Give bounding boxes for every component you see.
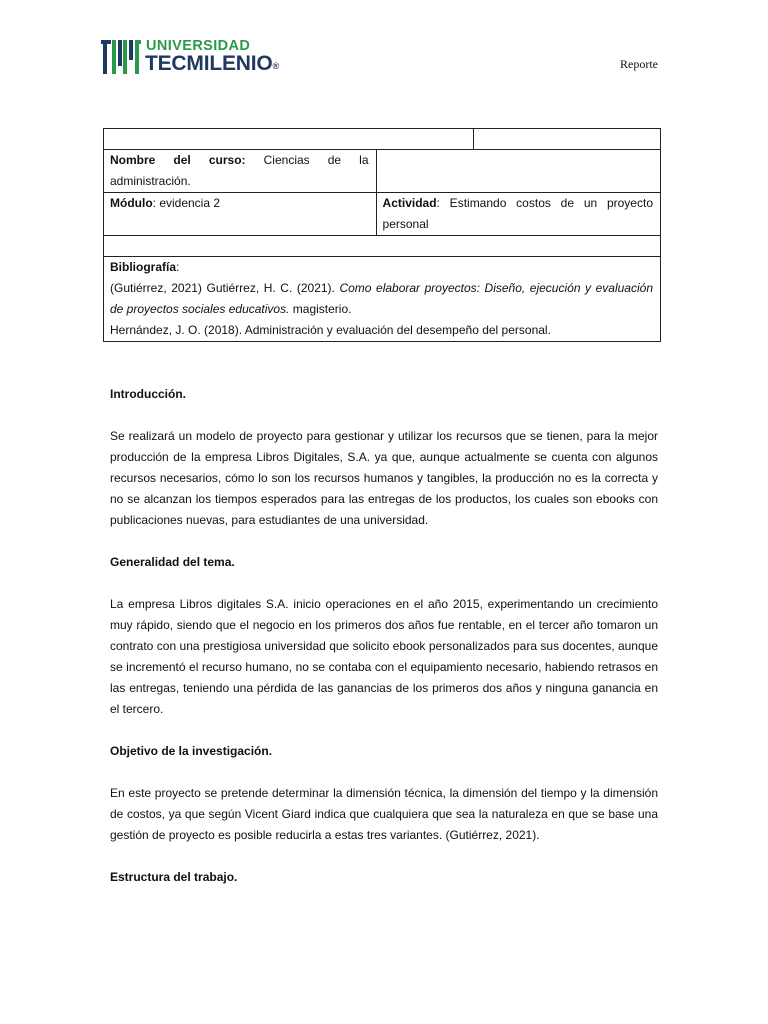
course-name-cell: Nombre del curso: Ciencias de la administración. [104, 150, 377, 193]
bibliography-cell [104, 257, 661, 342]
table-cell-empty [104, 236, 661, 257]
logo-university-text: UNIVERSIDAD [146, 38, 251, 54]
general-paragraph: La empresa Libros digitales S.A. inicio operaciones en el año 2015, experimentando un crecimiento muy rápido, siendo que el negocio en los primeros dos años fue rentable, en el tercer año tomaron un contrato con una prestigiosa universidad que solicito ebook personalizados para sus docentes, aunque se incrementó el recurso humano, no se contaba con el equipamiento necesario, habiendo retrasos en las entregas, teniendo una pérdida de las ganancias de los primeros dos años y ninguna ganancia en el tercero. [110, 597, 658, 716]
section-heading-introduction: Introducción. [110, 387, 186, 401]
section-heading-structure: Estructura del trabajo. [110, 870, 238, 884]
table-cell-empty [474, 129, 661, 150]
table-row [104, 129, 661, 150]
table-row [104, 150, 661, 193]
bibliography-entry: Hernández, J. O. (2018). Administración y evaluación del desempeño del personal. [110, 323, 551, 337]
section-heading-general: Generalidad del tema. [110, 555, 235, 569]
logo-tecmilenio-text: TECMILENIO® [145, 52, 279, 75]
course-info-table [103, 128, 661, 342]
university-logo [99, 36, 299, 78]
table-row [104, 257, 661, 342]
table-row [104, 236, 661, 257]
table-cell-empty [376, 150, 660, 193]
report-header-label: Reporte [620, 57, 658, 71]
activity-cell: Actividad: Estimando costos de un proyecto personal [376, 193, 660, 236]
objective-paragraph: En este proyecto se pretende determinar la dimensión técnica, la dimensión del tiempo y la dimensión de costos, ya que según Vicent Giard indica que cualquiera que sea la naturaleza en que se base una gestión de proyecto es posible reducirla a estas tres variantes. (Gutiérrez, 2021). [110, 786, 658, 842]
module-cell: Módulo: evidencia 2 [104, 193, 377, 236]
logo-emblem-icon [99, 36, 143, 76]
introduction-paragraph: Se realizará un modelo de proyecto para gestionar y utilizar los recursos que se tienen, para la mejor producción de la empresa Libros Digitales, S.A. ya que, aunque actualmente se cuenta con algunos recursos necesarios, cómo lo son los recursos humanos y tangibles, la producción no es la correcta y no se alcanzan los tiempos esperados para las entregas de los productos, los cuales son ebooks con publicaciones nuevas, para estudiantes de una universidad. [110, 429, 658, 527]
bibliography-entry: (Gutiérrez, 2021) Gutiérrez, H. C. (2021). Como elaborar proyectos: Diseño, ejecución y evaluación de proyectos sociales educativos. magisterio. [110, 281, 653, 316]
report-body [110, 384, 658, 909]
table-row [104, 193, 661, 236]
section-heading-objective: Objetivo de la investigación. [110, 744, 273, 758]
bibliography-label: Bibliografía: [110, 260, 180, 274]
table-cell-empty [104, 129, 474, 150]
